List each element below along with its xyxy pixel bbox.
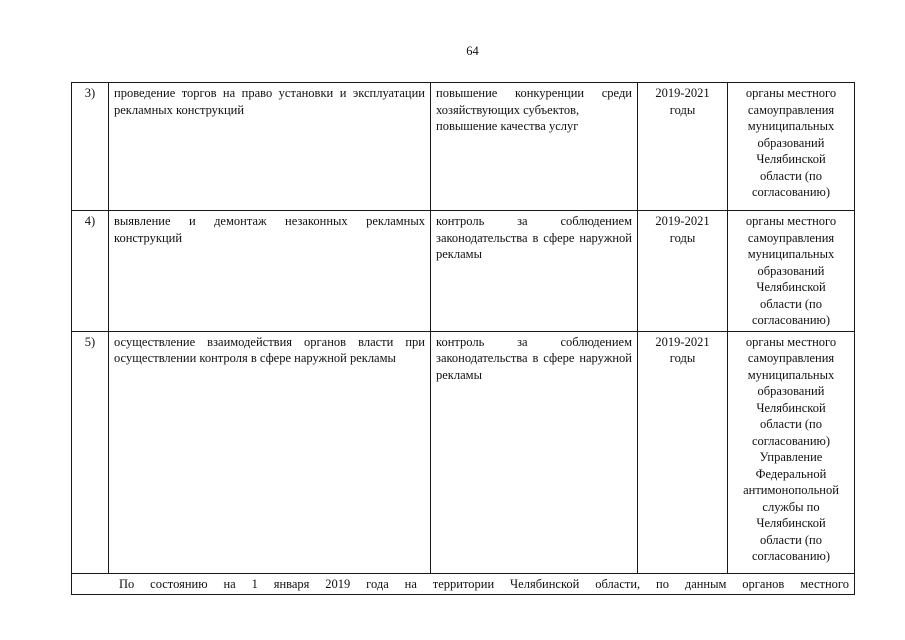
executor-line: муниципальных (747, 367, 835, 382)
executor-line: Челябинской (756, 280, 826, 294)
table-row (72, 83, 855, 211)
executor-line: службы по (762, 499, 820, 514)
executor-line: муниципальных (747, 247, 835, 261)
activity-cell: осуществление взаимодействия органов власти при осуществлении контроля в сфере наружной рекламы (109, 331, 431, 573)
row-number: 5) (72, 331, 109, 573)
executor-line: органы местного (745, 334, 837, 349)
executor-line: органы местного (745, 214, 837, 228)
executor-line: образований (757, 135, 825, 150)
executor-cell (728, 83, 855, 211)
table-row (72, 331, 855, 573)
executor-line: области (по (759, 168, 822, 183)
table-row (72, 211, 855, 332)
footer-cell (72, 573, 855, 594)
executor-line: самоуправления (747, 102, 835, 117)
executor-line: Федеральной (755, 466, 827, 481)
executor-line: Челябинской (756, 152, 826, 166)
executor-line: муниципальных (747, 119, 835, 133)
period-cell (638, 83, 728, 211)
executor-line: согласованию) (751, 433, 831, 448)
period-cell (638, 211, 728, 332)
executor-line: образований (757, 263, 825, 278)
executor-line: согласованию) (751, 549, 831, 563)
page-number: 64 (466, 44, 479, 58)
executor-line: области (по (759, 532, 822, 547)
result-line: повышение качества услуг (436, 119, 579, 133)
executor-line: самоуправления (747, 230, 835, 245)
executor-line: антимонопольной (743, 483, 839, 497)
result-cell (431, 83, 638, 211)
period-years: 2019-2021 (655, 334, 710, 349)
executor-line: Челябинской (756, 400, 826, 415)
executor-line: области (по (759, 417, 822, 431)
executor-line: области (по (759, 296, 822, 311)
footer-row (72, 573, 855, 594)
result-line: повышение конкуренции среди хозяйствующих субъектов, (436, 86, 632, 117)
period-unit: годы (669, 102, 696, 117)
row-number: 3) (72, 83, 109, 211)
executor-line: Челябинской (756, 516, 826, 530)
measures-table (71, 82, 855, 595)
executor-line: образований (757, 384, 825, 398)
result-cell: контроль за соблюдением законодательства в сфере наружной рекламы (431, 211, 638, 332)
result-cell: контроль за соблюдением законодательства в сфере наружной рекламы (431, 331, 638, 573)
executor-line: согласованию) (751, 313, 831, 327)
executor-line: органы местного (745, 86, 837, 100)
period-years: 2019-2021 (655, 86, 710, 100)
executor-line: самоуправления (747, 351, 835, 365)
activity-cell: выявление и демонтаж незаконных рекламных конструкций (109, 211, 431, 332)
period-cell (638, 331, 728, 573)
executor-line: согласованию) (751, 185, 831, 199)
period-unit: годы (669, 230, 696, 245)
activity-cell: проведение торгов на право установки и эксплуатации рекламных конструкций (109, 83, 431, 211)
period-unit: годы (669, 351, 696, 365)
row-number: 4) (72, 211, 109, 332)
executor-line: Управление (759, 450, 823, 464)
executor-cell (728, 211, 855, 332)
executor-cell (728, 331, 855, 573)
period-years: 2019-2021 (655, 214, 710, 228)
footer-paragraph: По состоянию на 1 января 2019 года на территории Челябинской области, по данным органов местного (119, 576, 849, 591)
